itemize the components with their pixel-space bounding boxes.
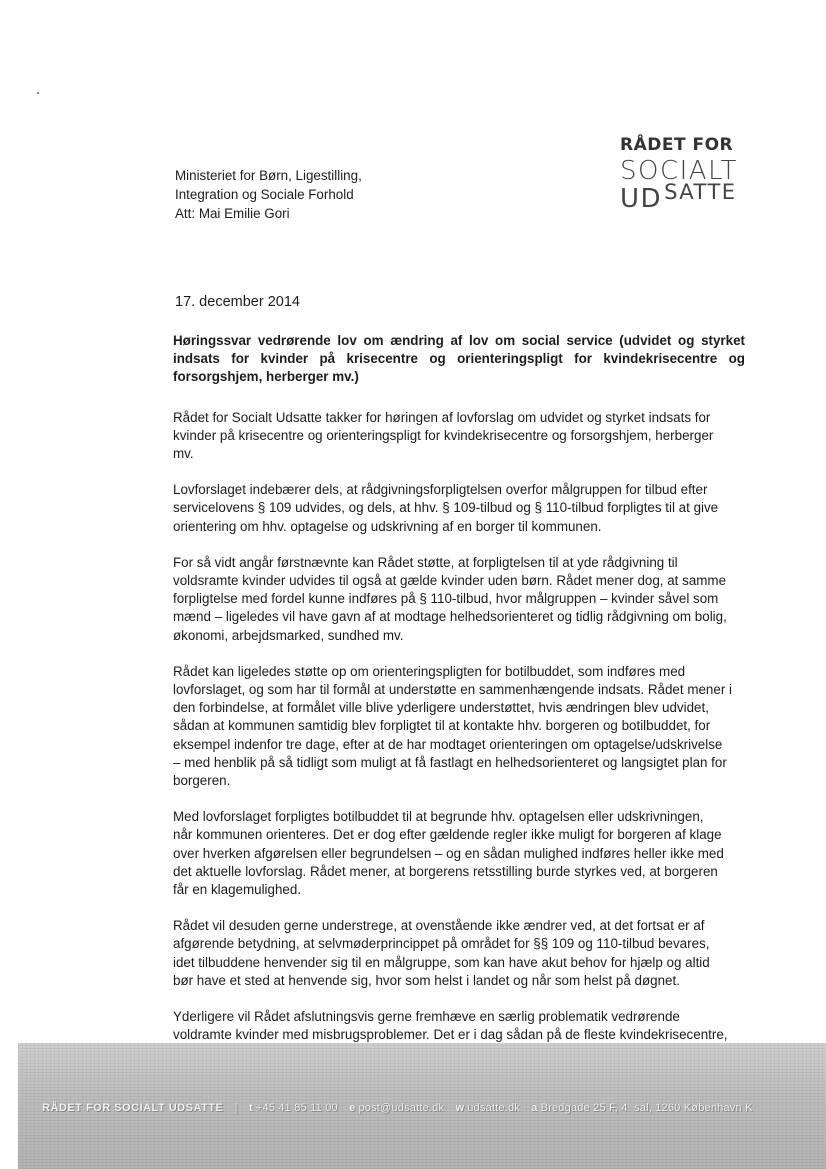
- text-line: borgeren.: [173, 773, 231, 789]
- recipient-line: Ministeriet for Børn, Ligestilling,: [175, 168, 362, 183]
- text-line: mv.: [173, 446, 194, 462]
- paragraph-5: [173, 808, 745, 899]
- letterhead-footer: [18, 1043, 826, 1169]
- text-line: voldsramte kvinder udvides til også at gælde kvinder uden børn. Rådet mener dog, at samme: [173, 573, 727, 589]
- letter-subject: Høringssvar vedrørende lov om ændring af lov om social service (udvidet og styrket indsats for kvinder på krisecentre og orienteringspligt for kvindekrisecentre og forsorgshjem, herberger mv.): [173, 333, 745, 385]
- text-line: Rådet vil desuden gerne understrege, at ovenstående ikke ændrer ved, at det fortsat er af: [173, 918, 705, 934]
- text-line: den forbindelse, at formålet ville blive yderligere understøttet, hvis ændringen blev udvidet,: [173, 700, 709, 716]
- letter-body: [173, 332, 745, 1063]
- text-line: forpligtelse med fordel kunne indføres på § 110-tilbud, hvor målgruppen – kvinder såvel som: [173, 591, 719, 607]
- letter-date: 17. december 2014: [175, 294, 300, 310]
- address-key: a: [531, 1102, 538, 1114]
- text-line: lovforslaget, og som har til formål at understøtte en sammenhængende indsats. Rådet mener i: [173, 682, 732, 698]
- footer-org-name: RÅDET FOR SOCIALT UDSATTE: [42, 1102, 224, 1114]
- paragraph-6: [173, 917, 745, 990]
- text-line: Yderligere vil Rådet afslutningsvis gerne fremhæve en særlig problematik vedrørende: [173, 1009, 680, 1025]
- text-line: bør have et sted at henvende sig, hvor som helst i landet og når som helst på døgnet.: [173, 972, 680, 988]
- email-key: e: [349, 1102, 356, 1114]
- text-line: afgørende betydning, at selvmøderprincippet på området for §§ 109 og 110-tilbud bevares,: [173, 936, 710, 952]
- phone-key: t: [248, 1102, 253, 1114]
- text-line: For så vidt angår førstnævnte kan Rådet støtte, at forpligtelsen til at yde rådgivning til: [173, 554, 678, 570]
- footer-address: Bredgade 25 F, 4. sal, 1260 København K: [540, 1102, 753, 1114]
- text-line: kvinder på krisecentre og orienteringspligt for kvindekrisecentre og forsorgshjem, herberger: [173, 427, 714, 443]
- footer-divider: |: [234, 1102, 238, 1114]
- text-line: Lovforslaget indebærer dels, at rådgivningsforpligtelsen overfor målgruppen for tilbud efter: [173, 482, 708, 498]
- text-line: Rådet kan ligeledes støtte op om orienteringspligten for botilbuddet, som indføres med: [173, 663, 686, 679]
- text-line: Med lovforslaget forpligtes botilbuddet til at begrunde hhv. optagelsen eller udskrivningen,: [173, 809, 704, 825]
- text-line: får en klagemulighed.: [173, 882, 302, 898]
- footer-email[interactable]: post@udsatte.dk: [358, 1102, 445, 1114]
- web-key: w: [455, 1102, 465, 1114]
- scan-speck: [37, 92, 39, 94]
- logo-satte: SATTE: [664, 180, 737, 204]
- logo-ud: UD: [620, 184, 663, 214]
- text-line: servicelovens § 109 udvides, og dels, at hhv. § 109-tilbud og § 110-tilbud forpligtes til at give: [173, 500, 719, 516]
- paragraph-3: [173, 554, 745, 645]
- text-line: eksempel indenfor tre dage, efter at de har modtaget orienteringen om optagelse/udskrivelse: [173, 736, 723, 752]
- paragraph-1: [173, 409, 745, 464]
- text-line: idet tilbuddene henvender sig til en målgruppe, som kan have akut behov for hjælp og altid: [173, 954, 710, 970]
- recipient-address: [175, 166, 362, 223]
- paragraph-2: [173, 481, 745, 536]
- footer-contact-bar: [42, 1102, 761, 1114]
- text-line: Rådet for Socialt Udsatte takker for høringen af lovforslag om udvidet og styrket indsats for: [173, 409, 711, 425]
- organization-logo: [620, 134, 760, 214]
- text-line: når kommunen orienteres. Det er dog efter gældende regler ikke muligt for borgeren af klage: [173, 827, 722, 843]
- recipient-line: Att: Mai Emilie Gori: [175, 206, 290, 221]
- text-line: mænd – ligeledes vil have gavn af at modtage helhedsorienteret og tidlig rådgivning om bolig,: [173, 609, 727, 625]
- paragraph-7: [173, 1008, 745, 1044]
- text-line: voldramte kvinder med misbrugsproblemer. Det er i dag sådan på de fleste kvindekrisecentre,: [173, 1027, 728, 1043]
- text-line: sådan at kommunen samtidig blev forpligtet til at kontakte hhv. borgeren og botilbuddet, for: [173, 718, 711, 734]
- footer-phone: +45 41 85 11 00: [255, 1102, 338, 1114]
- text-line: det aktuelle lovforslag. Rådet mener, at borgerens retsstilling burde styrkes ved, at borgeren: [173, 863, 718, 879]
- text-line: over hverken afgørelsen eller begrundelsen – og en sådan mulighed indføres heller ikke med: [173, 845, 724, 861]
- text-line: orientering om hhv. optagelse og udskrivning af en borger til kommunen.: [173, 518, 602, 534]
- recipient-line: Integration og Sociale Forhold: [175, 187, 354, 202]
- footer-web[interactable]: udsatte.dk: [467, 1102, 520, 1114]
- logo-line-1: RÅDET FOR: [620, 135, 734, 155]
- paragraph-4: [173, 663, 745, 790]
- logo-line-3: [620, 180, 760, 214]
- logo-line-2: SOCIALT: [620, 156, 738, 186]
- text-line: økonomi, arbejdsmarked, sundhed mv.: [173, 627, 404, 643]
- text-line: – med henblik på så tidligt som muligt at få fastlagt en helhedsorienteret og langsigtet plan for: [173, 754, 727, 770]
